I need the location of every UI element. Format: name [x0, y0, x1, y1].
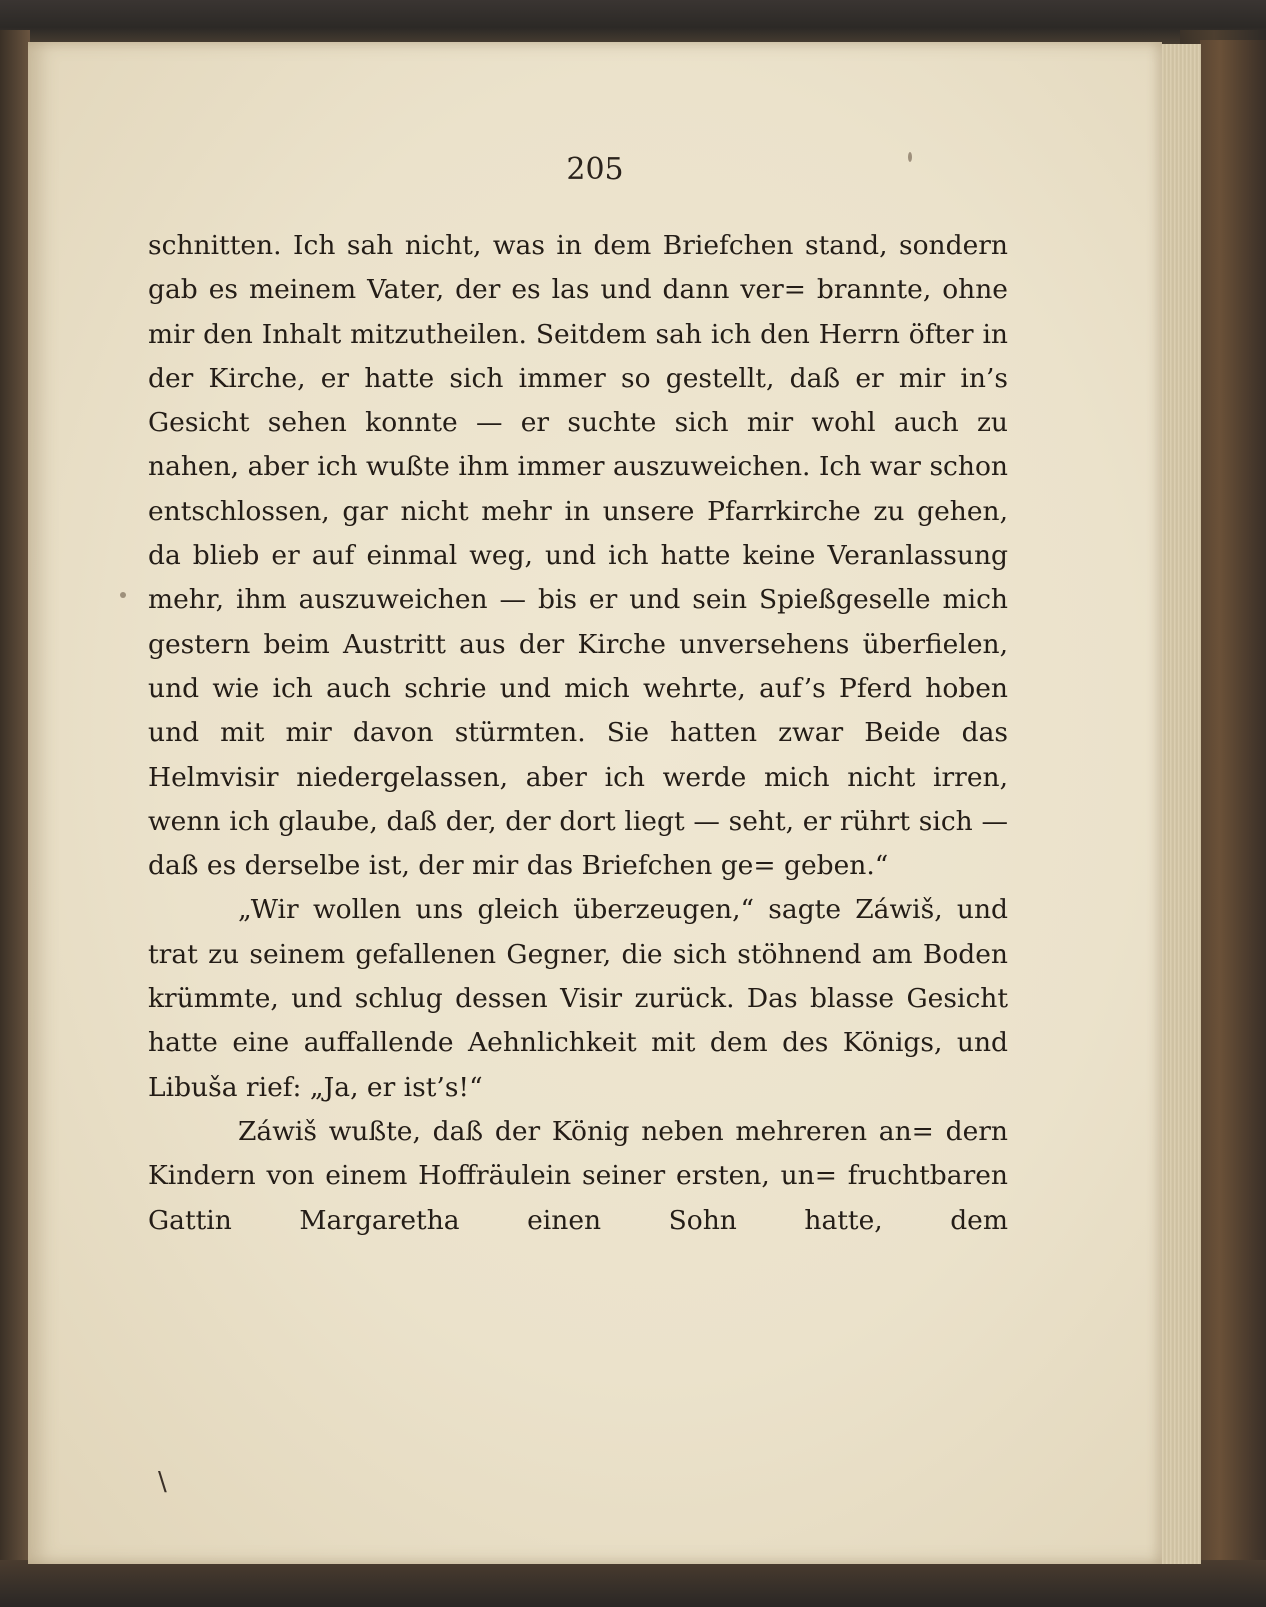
- margin-mark: \: [158, 1467, 167, 1497]
- page-number: 205: [566, 152, 624, 187]
- paragraph-1: schnitten. Ich sah nicht, was in dem Briefchen stand, sondern gab es meinem Vater, der es las und dann ver= brannte, ohne mir den Inhalt mitzutheilen. Seitdem sah ich den Herrn öfter in der Kirche, er hatte sich immer so gestellt, daß er mir in’s Gesicht sehen konnte — er suchte sich mir wohl auch zu nahen, aber ich wußte ihm immer auszuweichen. Ich war schon entschlossen, gar nicht mehr in unsere Pfarrkirche zu gehen, da blieb er auf einmal weg, und ich hatte keine Veranlassung mehr, ihm auszuweichen — bis er und sein Spießgeselle mich gestern beim Austritt aus der Kirche unversehens überfielen, und wie ich auch schrie und mich wehrte, auf’s Pferd hoben und mit mir davon stürmten. Sie hatten zwar Beide das Helmvisir niedergelassen, aber ich werde mich nicht irren, wenn ich glaube, daß der, der dort liegt — seht, er rührt sich — daß es derselbe ist, der mir das Briefchen ge= geben.“: [148, 230, 1008, 882]
- leather-spine-edge: [1200, 40, 1266, 1580]
- book-cover-top: [0, 0, 1266, 46]
- book-cover-bottom: [0, 1560, 1266, 1607]
- book-cover-left: [0, 30, 30, 1580]
- paper-speck: [120, 592, 126, 598]
- paragraph-3: Záwiš wußte, daß der König neben mehreren an= dern Kindern von einem Hoffräulein seiner ersten, un= fruchtbaren Gattin Margaretha einen Sohn hatte, dem: [148, 1115, 1008, 1236]
- paragraph-2: „Wir wollen uns gleich überzeugen,“ sagte Záwiš, und trat zu seinem gefallenen Gegner, die sich stöhnend am Boden krümmte, und schlug dessen Visir zurück. Das blasse Gesicht hatte eine auffallende Aehnlichkeit mit dem des Königs, und Libuša rief: „Ja, er ist’s!“: [148, 894, 1008, 1103]
- body-text: [148, 224, 1008, 1243]
- paper-speck: [908, 152, 912, 162]
- book-page: [28, 42, 1162, 1564]
